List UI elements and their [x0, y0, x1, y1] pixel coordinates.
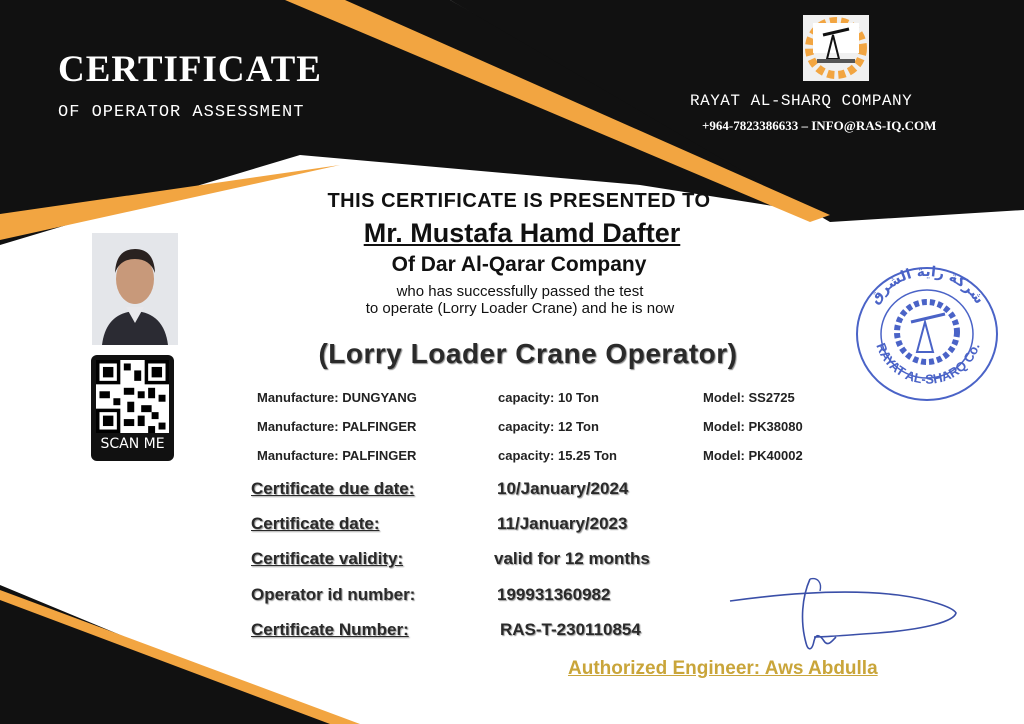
equipment-capacity: capacity: 15.25 Ton	[498, 448, 617, 463]
validity-value: valid for 12 months	[494, 549, 650, 568]
stamp-icon	[853, 262, 1001, 402]
due-date-value: 10/January/2024	[497, 479, 629, 498]
statement-line-2: to operate (Lorry Loader Crane) and he is now	[365, 300, 675, 317]
equipment-capacity: capacity: 10 Ton	[498, 390, 599, 405]
equipment-model: Model: SS2725	[703, 390, 795, 405]
svg-text:RAYAT AL-SHARQ Co.	[873, 341, 982, 387]
equipment-model: Model: PK40002	[703, 448, 803, 463]
company-logo	[803, 15, 869, 81]
operator-role: (Lorry Loader Crane Operator)	[318, 338, 738, 369]
gear-logo-icon	[803, 15, 869, 81]
company-stamp	[853, 262, 1001, 407]
authorized-engineer: Authorized Engineer: Aws Abdulla	[568, 658, 878, 679]
signature-icon	[728, 575, 960, 657]
recipient-company: Of Dar Al-Qarar Company	[391, 253, 647, 276]
equipment-manufacture: Manufacture: PALFINGER	[257, 448, 417, 463]
scan-me-label: SCAN ME	[100, 436, 165, 452]
qr-code-icon	[96, 360, 169, 433]
qr-code-box[interactable]	[91, 355, 174, 461]
statement-line-1: who has successfully passed the test	[396, 283, 644, 300]
company-contact: +964-7823386633 – INFO@RAS-IQ.COM	[702, 118, 937, 133]
certificate-date-label: Certificate date:	[251, 514, 380, 533]
certificate-subtitle: OF OPERATOR ASSESSMENT	[58, 103, 305, 122]
svg-text:شركة راية الشرق	[867, 264, 987, 307]
operator-id-label: Operator id number:	[251, 585, 416, 604]
operator-id-value: 199931360982	[497, 585, 611, 604]
company-name: RAYAT AL-SHARQ COMPANY	[690, 92, 913, 110]
stamp-text-top: شركة راية الشرق	[866, 263, 988, 308]
equipment-capacity: capacity: 12 Ton	[498, 419, 599, 434]
presented-heading: THIS CERTIFICATE IS PRESENTED TO	[327, 190, 711, 212]
certificate-number-value: RAS-T-230110854	[500, 620, 641, 639]
qr-code[interactable]	[96, 360, 169, 433]
due-date-label: Certificate due date:	[251, 479, 415, 498]
certificate-title: CERTIFICATE	[58, 49, 322, 90]
recipient-name: Mr. Mustafa Hamd Dafter	[363, 218, 681, 248]
certificate-number-label: Certificate Number:	[251, 620, 409, 639]
equipment-model: Model: PK38080	[703, 419, 803, 434]
stamp-text-bottom: RAYAT AL-SHARQ Co.	[873, 340, 983, 387]
equipment-manufacture: Manufacture: DUNGYANG	[257, 390, 417, 405]
equipment-manufacture: Manufacture: PALFINGER	[257, 419, 417, 434]
certificate-date-value: 11/January/2023	[497, 514, 628, 533]
validity-label: Certificate validity:	[251, 549, 404, 568]
